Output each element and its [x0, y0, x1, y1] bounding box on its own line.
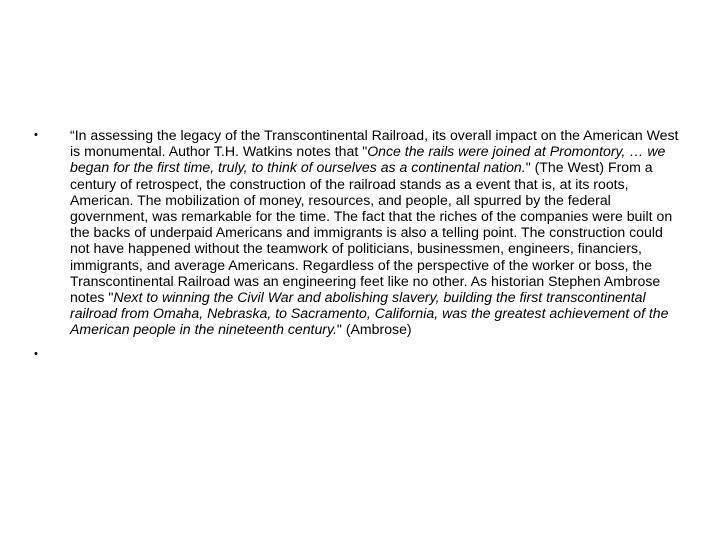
bullet-marker: •	[34, 347, 38, 360]
bullet-text	[70, 127, 684, 338]
text-segment: " (Ambrose)	[336, 321, 412, 338]
quote-ambrose: Next to winning the Civil War and abolishing slavery, building the first transcontinental railroad from Omaha, Nebraska, to Sacramento, California, was the greatest achievement of the American people in the nineteenth century.	[70, 289, 669, 338]
bullet-marker: •	[34, 129, 38, 141]
text-segment: “In assessing the legacy of the Transcontinental Railroad, its overall impact on the American West is monumental. Author T.H. Watkins notes that "	[70, 127, 679, 160]
text-segment: " (The West) From a century of retrospect, the construction of the railroad stands as a event that is, at its roots, American. The mobilization of money, resources, and people, all spurred by the federal government, was remarkable for the time. The fact that the riches of the companies were built on the backs of underpaid Americans and immigrants is also a telling point. The construction could not have happened without the teamwork of politicians, businessmen, engineers, financiers, immigrants, and average Americans. Regardless of the perspective of the worker or boss, the Transcontinental Railroad was an engineering feet like no other. As historian Stephen Ambrose notes "	[70, 159, 673, 306]
quote-watkins: Once the rails were joined at Promontory, … we began for the first time, truly, to think of ourselves as a continental nation.	[70, 143, 666, 176]
bullet-item-quote	[34, 127, 684, 338]
bullet-item-empty	[34, 346, 684, 363]
bullet-list	[34, 127, 684, 363]
